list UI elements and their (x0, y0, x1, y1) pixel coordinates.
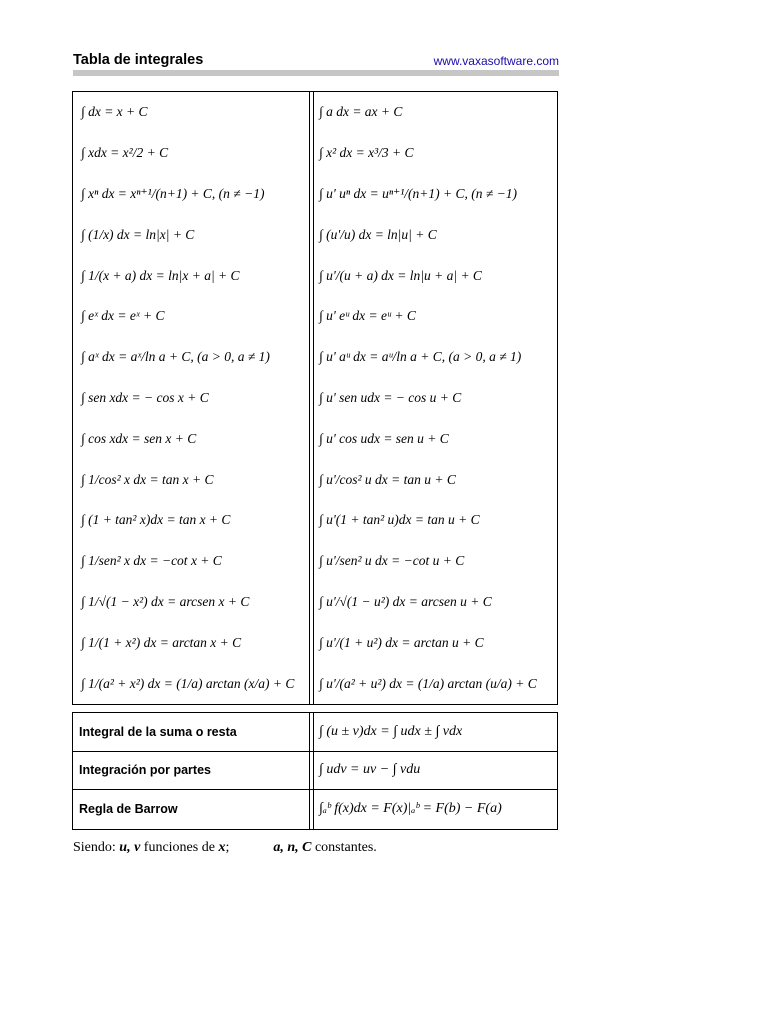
formula-left: ∫ (1 + tan² x)dx = tan x + C (81, 512, 231, 528)
formula-left: ∫ eˣ dx = eˣ + C (81, 308, 165, 324)
formula-left: ∫ 1/cos² x dx = tan x + C (81, 471, 214, 487)
formula-right: ∫ u'/(1 + u²) dx = arctan u + C (319, 634, 484, 650)
formula-right: ∫ u'/√(1 − u²) dx = arcsen u + C (319, 593, 492, 609)
formula-row (73, 500, 557, 541)
header-divider-bar (73, 70, 559, 76)
rule-formula: ∫ udv = uv − ∫ vdu (319, 762, 421, 778)
formula-left: ∫ 1/(x + a) dx = ln|x + a| + C (81, 267, 240, 283)
formula-left: ∫ 1/(1 + x²) dx = arctan x + C (81, 634, 242, 650)
formula-left: ∫ xⁿ dx = xⁿ⁺¹/(n+1) + C, (n ≠ −1) (81, 185, 265, 201)
rule-name: Regla de Barrow (79, 802, 178, 817)
formula-left: ∫ cos xdx = sen x + C (81, 430, 197, 446)
rule-row-barrow (73, 790, 557, 829)
formula-right: ∫ u' aᵘ dx = aᵘ/ln a + C, (a > 0, a ≠ 1) (319, 349, 522, 365)
rule-name: Integral de la suma o resta (79, 724, 237, 739)
footnote-vars: u, v (119, 840, 141, 855)
formula-basic-composite: ∫ a dx = ax + C (319, 104, 403, 120)
formula-row (73, 622, 557, 663)
page-header (73, 52, 559, 70)
formula-row (73, 214, 557, 255)
page-title: Tabla de integrales (73, 52, 204, 68)
footnote-var: x (218, 840, 226, 855)
formula-row (73, 133, 557, 174)
formula-left: ∫ sen xdx = − cos x + C (81, 389, 209, 405)
formula-row (73, 92, 557, 133)
website-link[interactable]: www.vaxasoftware.com (433, 54, 559, 68)
formula-right: ∫ u'(1 + tan² u)dx = tan u + C (319, 512, 480, 528)
formula-right: ∫ u' sen udx = − cos u + C (319, 389, 462, 405)
formula-row (73, 296, 557, 337)
rule-formula: ∫ (u ± v)dx = ∫ udx ± ∫ vdx (319, 723, 463, 739)
formula-right: ∫ u' uⁿ dx = uⁿ⁺¹/(n+1) + C, (n ≠ −1) (319, 185, 517, 201)
formula-left: ∫ 1/sen² x dx = −cot x + C (81, 553, 222, 569)
formula-right: ∫ u'/(a² + u²) dx = (1/a) arctan (u/a) + C (319, 675, 537, 691)
formula-left: ∫ 1/(a² + x²) dx = (1/a) arctan (x/a) + C (81, 675, 295, 691)
rule-name: Integración por partes (79, 763, 211, 778)
formula-right: ∫ u' eᵘ dx = eᵘ + C (319, 308, 416, 324)
formula-row (73, 582, 557, 623)
rule-formula: ∫ₐᵇ f(x)dx = F(x)|ₐᵇ = F(b) − F(a) (319, 801, 502, 817)
formula-right: ∫ x² dx = x³/3 + C (319, 145, 414, 161)
formula-row (73, 459, 557, 500)
formula-right: ∫ u'/(u + a) dx = ln|u + a| + C (319, 267, 482, 283)
formula-row (73, 174, 557, 215)
footnote (73, 840, 377, 856)
rule-row-parts (73, 752, 557, 791)
footnote-text: ; (225, 840, 230, 855)
integration-rules-table (72, 712, 558, 830)
formula-row (73, 541, 557, 582)
formula-row (73, 418, 557, 459)
formula-right: ∫ u'/cos² u dx = tan u + C (319, 471, 456, 487)
formula-row (73, 337, 557, 378)
formula-left: ∫ xdx = x²/2 + C (81, 145, 169, 161)
footnote-text: constantes. (311, 840, 377, 855)
formula-left: ∫ aˣ dx = aˣ/ln a + C, (a > 0, a ≠ 1) (81, 349, 270, 365)
footnote-text: funciones de (140, 840, 219, 855)
formula-left: ∫ 1/√(1 − x²) dx = arcsen x + C (81, 593, 250, 609)
integral-formula-table (72, 91, 558, 705)
formula-row (73, 663, 557, 704)
formula-right: ∫ u' cos udx = sen u + C (319, 430, 449, 446)
formula-left: ∫ (1/x) dx = ln|x| + C (81, 226, 195, 242)
formula-right: ∫ (u'/u) dx = ln|u| + C (319, 226, 437, 242)
formula-row (73, 378, 557, 419)
formula-row (73, 255, 557, 296)
formula-right: ∫ u'/sen² u dx = −cot u + C (319, 553, 465, 569)
formula-basic: ∫ dx = x + C (81, 104, 148, 120)
rule-row-sum (73, 713, 557, 752)
footnote-constants: a, n, C (273, 840, 312, 855)
footnote-text: Siendo: (73, 840, 120, 855)
